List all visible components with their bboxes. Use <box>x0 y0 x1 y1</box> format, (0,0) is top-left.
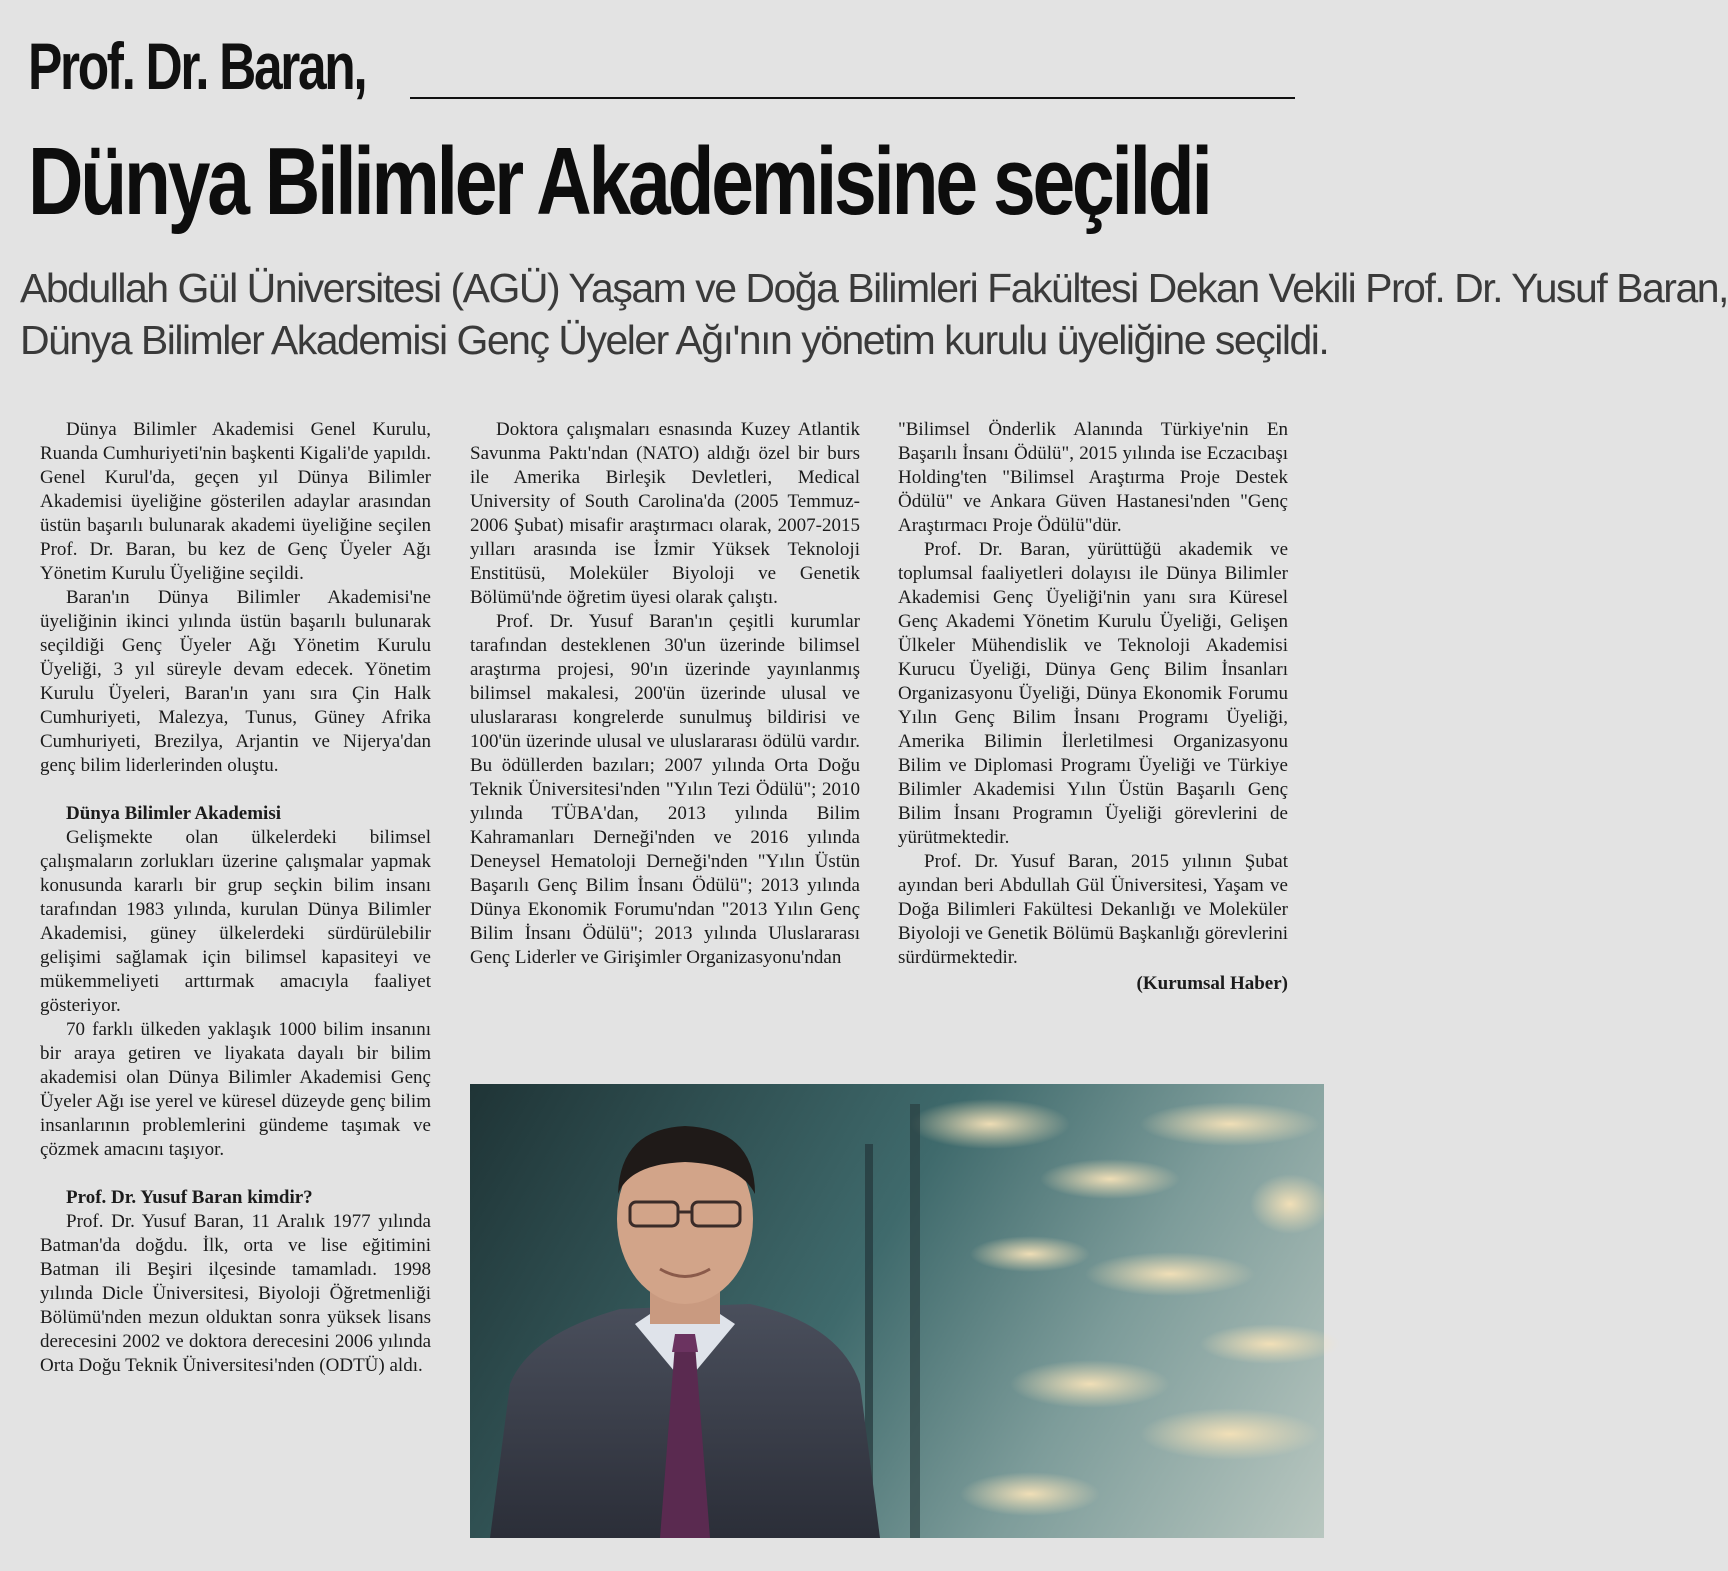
background-lights <box>865 1099 1340 1538</box>
spot-line-2: Dünya Bilimler Akademisi Genç Üyeler Ağı'nın yönetim kurulu üyeliğine seçildi. <box>20 317 1329 363</box>
headline-kicker: Prof. Dr. Baran, <box>28 29 366 103</box>
paragraph: 70 farklı ülkeden yaklaşık 1000 bilim insanını bir araya getiren ve liyakata dayalı bir bilim akademisi olan Dünya Bilimler Akademisi Genç Üyeler Ağı ise yerel ve küresel düzeyde genç bilim insanlarının problemlerini gündeme taşımak ve çözmek amacını taşıyor. <box>40 1019 431 1160</box>
spot-line-1: Abdullah Gül Üniversitesi (AGÜ) Yaşam ve Doğa Bilimleri Fakültesi Dekan Vekili Prof. Dr. Yusuf Baran, <box>20 265 1728 311</box>
paragraph: Gelişmekte olan ülkelerdeki bilimsel çalışmaların zorlukları üzerine çalışmalar yapmak konusunda kararlı bir grup seçkin bilim insanı tarafından 1983 yılında, kurulan Dünya Bilimler Akademisi, güney ülkelerdeki sürdürülebilir gelişimi sağlamak için bilimsel kapasiteyi ve mükemmeliyeti arttırmak amacıyla faaliyet gösteriyor. <box>40 827 431 1016</box>
headline-title: Dünya Bilimler Akademisine seçildi <box>28 128 1210 235</box>
paragraph: Prof. Dr. Yusuf Baran, 2015 yılının Şubat ayından beri Abdullah Gül Üniversitesi, Yaşam ve Doğa Bilimleri Fakültesi Dekanlığı ve Moleküler Biyoloji ve Genetik Bölümü Başkanlığı görevlerini sürdürmektedir. <box>898 851 1288 968</box>
paragraph: Prof. Dr. Yusuf Baran'ın çeşitli kurumlar tarafından desteklenen 30'un üzerinde bilimsel araştırma projesi, 90'ın üzerinde yayınlanmış bilimsel makalesi, 200'ün üzerinde ulusal ve uluslararası kongrelerde sunulmuş bildirisi ve 100'ün üzerinde ulusal ve uluslararası ödülü vardır. Bu ödüllerden bazıları; 2007 yılında Orta Doğu Teknik Üniversitesi'nden "Yılın Tezi Ödülü"; 2010 yılında TÜBA'dan, 2013 yılında Bilim Kahramanları Derneği'nden ve 2016 yılında Deneysel Hematoloji Derneği'nden "Yılın Üstün Başarılı Genç Bilim İnsanı Ödülü"; 2013 yılında Dünya Ekonomik Forumu'ndan "2013 Yılın Genç Bilim İnsanı Ödülü"; 2013 yılında Uluslararası Genç Liderler ve Girişimler Organizasyonu'ndan <box>470 611 860 968</box>
paragraph: Prof. Dr. Baran, yürüttüğü akademik ve toplumsal faaliyetleri dolayısı ile Dünya Bilimler Akademisi Genç Üyeliği'nin yanı sıra Küresel Genç Akademi Yönetim Kurulu Üyeliği, Gelişen Ülkeler Mühendislik ve Teknoloji Akademisi Kurucu Üyeliği, Dünya Genç Bilim İnsanları Organizasyonu Üyeliği, Dünya Ekonomik Forumu Yılın Genç Bilim İnsanı Programı Üyeliği, Amerika Bilimin İlerletilmesi Organizasyonu Bilim ve Diplomasi Programı Üyeliği ve Türkiye Bilimler Akademisi Yılın Üstün Başarılı Genç Bilim İnsanı Programın Üyeliği görevlerini de yürütmektedir. <box>898 539 1288 848</box>
paragraph: Doktora çalışmaları esnasında Kuzey Atlantik Savunma Paktı'ndan (NATO) aldığı özel bir burs ile Amerika Birleşik Devletleri, Medical University of South Carolina'da (2005 Temmuz-2006 Şubat) misafir araştırmacı olarak, 2007-2015 yılları arasında ise İzmir Yüksek Teknoloji Enstitüsü, Moleküler Biyoloji ve Genetik Bölümü'nde öğretim üyesi olarak çalıştı. <box>470 419 860 608</box>
spot-text <box>20 262 1728 366</box>
column-2 <box>470 418 860 970</box>
portrait-photo <box>470 1084 1324 1538</box>
credit-line: (Kurumsal Haber) <box>1136 973 1288 994</box>
column-3 <box>898 418 1288 996</box>
subhead-who: Prof. Dr. Yusuf Baran kimdir? <box>66 1187 313 1208</box>
paragraph: Dünya Bilimler Akademisi Genel Kurulu, Ruanda Cumhuriyeti'nin başkenti Kigali'de yapıldı. Genel Kurul'da, geçen yıl Dünya Bilimler Akademisi üyeliğine gösterilen adaylar arasından üstün başarılı bulunarak akademi üyeliğine seçilen Prof. Dr. Baran, bu kez de Genç Üyeler Ağı Yönetim Kurulu Üyeliğine seçildi. <box>40 419 431 584</box>
paragraph: "Bilimsel Önderlik Alanında Türkiye'nin En Başarılı İnsanı Ödülü", 2015 yılında ise Eczacıbaşı Holding'ten "Bilimsel Araştırma Proje Destek Ödülü" ve Ankara Güven Hastanesi'nden "Genç Araştırmacı Proje Ödülü"dür. <box>898 419 1288 536</box>
kicker-rule <box>410 97 1295 99</box>
subhead-academy: Dünya Bilimler Akademisi <box>66 803 282 824</box>
column-1 <box>40 418 431 1378</box>
paragraph: Prof. Dr. Yusuf Baran, 11 Aralık 1977 yılında Batman'da doğdu. İlk, orta ve lise eğitimini Batman ili Beşiri ilçesinde tamamladı. 1998 yılında Dicle Üniversitesi, Biyoloji Öğretmenliği Bölümü'nden mezun olduktan sonra yüksek lisans derecesini 2002 ve doktora derecesini 2006 yılında Orta Doğu Teknik Üniversitesi'nden (ODTÜ) aldı. <box>40 1211 431 1376</box>
person-figure <box>490 1126 880 1538</box>
portrait-illustration <box>470 1084 1324 1538</box>
paragraph: Baran'ın Dünya Bilimler Akademisi'ne üyeliğinin ikinci yılında üstün başarılı bulunarak seçildiği Genç Üyeler Ağı Yönetim Kurulu Üyeliği, 3 yıl süreyle devam edecek. Yönetim Kurulu Üyeleri, Baran'ın yanı sıra Çin Halk Cumhuriyeti, Malezya, Tunus, Güney Afrika Cumhuriyeti, Brezilya, Arjantin ve Nijerya'dan genç bilim liderlerinden oluştu. <box>40 587 431 776</box>
